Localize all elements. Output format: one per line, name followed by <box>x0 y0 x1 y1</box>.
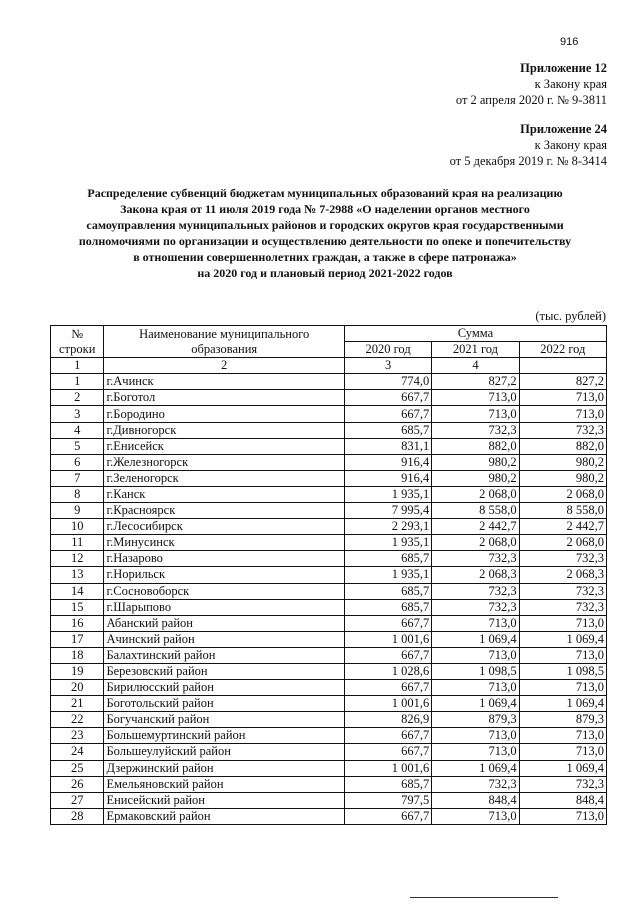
amount-2022: 732,3 <box>519 599 606 615</box>
table-row <box>51 390 607 406</box>
table-row <box>51 712 607 728</box>
amount-2020: 916,4 <box>344 454 431 470</box>
column-index <box>519 358 606 374</box>
table-row <box>51 535 607 551</box>
amount-2021: 882,0 <box>432 438 519 454</box>
appendix-line: к Закону края <box>534 138 607 152</box>
amount-2022: 732,3 <box>519 776 606 792</box>
amount-2020: 685,7 <box>344 422 431 438</box>
amount-2021: 1 098,5 <box>432 663 519 679</box>
table-row <box>51 406 607 422</box>
amount-2020: 685,7 <box>344 599 431 615</box>
amount-2022: 713,0 <box>519 406 606 422</box>
municipality-name: г.Красноярск <box>104 503 344 519</box>
amount-2021: 732,3 <box>432 583 519 599</box>
appendix-title: Приложение 24 <box>520 122 607 136</box>
municipality-name: Боготольский район <box>104 696 344 712</box>
row-number: 15 <box>51 599 104 615</box>
amount-2020: 797,5 <box>344 792 431 808</box>
amount-2022: 713,0 <box>519 808 606 824</box>
amount-2021: 732,3 <box>432 599 519 615</box>
appendix-12-block <box>456 60 607 108</box>
amount-2022: 1 098,5 <box>519 663 606 679</box>
table-row <box>51 567 607 583</box>
table-row <box>51 583 607 599</box>
amount-2021: 879,3 <box>432 712 519 728</box>
amount-2022: 713,0 <box>519 744 606 760</box>
municipality-name: Бирилюсский район <box>104 680 344 696</box>
amount-2020: 667,7 <box>344 615 431 631</box>
row-number: 25 <box>51 760 104 776</box>
appendix-line: к Закону края <box>534 77 607 91</box>
table-row <box>51 454 607 470</box>
table-row <box>51 744 607 760</box>
amount-2022: 2 442,7 <box>519 519 606 535</box>
table-row <box>51 631 607 647</box>
amount-2021: 713,0 <box>432 680 519 696</box>
footer-rule <box>410 897 558 898</box>
table-row <box>51 647 607 663</box>
amount-2020: 667,7 <box>344 406 431 422</box>
municipality-name: г.Назарово <box>104 551 344 567</box>
table-row <box>51 438 607 454</box>
header-year-2022: 2022 год <box>519 342 606 358</box>
row-number: 5 <box>51 438 104 454</box>
amount-2021: 1 069,4 <box>432 631 519 647</box>
municipality-name: Богучанский район <box>104 712 344 728</box>
amount-2022: 1 069,4 <box>519 696 606 712</box>
row-number: 10 <box>51 519 104 535</box>
table-row <box>51 696 607 712</box>
header-municipality: Наименование муниципального образования <box>104 326 344 358</box>
amount-2022: 8 558,0 <box>519 503 606 519</box>
amount-2020: 667,7 <box>344 680 431 696</box>
municipality-name: Ачинский район <box>104 631 344 647</box>
municipality-name: Балахтинский район <box>104 647 344 663</box>
amount-2022: 732,3 <box>519 422 606 438</box>
amount-2022: 848,4 <box>519 792 606 808</box>
municipality-name: Большемуртинский район <box>104 728 344 744</box>
row-number: 11 <box>51 535 104 551</box>
amount-2020: 1 935,1 <box>344 567 431 583</box>
table-header-row <box>51 326 607 342</box>
amount-2021: 2 442,7 <box>432 519 519 535</box>
row-number: 24 <box>51 744 104 760</box>
amount-2022: 2 068,0 <box>519 486 606 502</box>
amount-2022: 2 068,3 <box>519 567 606 583</box>
row-number: 13 <box>51 567 104 583</box>
row-number: 18 <box>51 647 104 663</box>
units-label: (тыс. рублей) <box>535 309 606 323</box>
amount-2022: 713,0 <box>519 680 606 696</box>
amount-2021: 713,0 <box>432 647 519 663</box>
row-number: 7 <box>51 470 104 486</box>
amount-2022: 732,3 <box>519 551 606 567</box>
amount-2020: 1 935,1 <box>344 486 431 502</box>
table-row <box>51 760 607 776</box>
amount-2020: 774,0 <box>344 374 431 390</box>
amount-2022: 732,3 <box>519 583 606 599</box>
header-row-number: № строки <box>51 326 104 358</box>
amount-2021: 1 069,4 <box>432 760 519 776</box>
municipality-name: г.Канск <box>104 486 344 502</box>
municipality-name: г.Дивногорск <box>104 422 344 438</box>
amount-2021: 827,2 <box>432 374 519 390</box>
municipality-name: г.Сосновоборск <box>104 583 344 599</box>
amount-2020: 685,7 <box>344 776 431 792</box>
amount-2021: 713,0 <box>432 390 519 406</box>
amount-2021: 1 069,4 <box>432 696 519 712</box>
row-number: 3 <box>51 406 104 422</box>
amount-2020: 667,7 <box>344 808 431 824</box>
table-row <box>51 680 607 696</box>
table-row <box>51 374 607 390</box>
amount-2022: 713,0 <box>519 647 606 663</box>
municipality-name: г.Норильск <box>104 567 344 583</box>
title-line: Распределение субвенций бюджетам муниципальных образований края на реализацию <box>87 186 563 200</box>
amount-2020: 685,7 <box>344 551 431 567</box>
municipality-name: г.Ачинск <box>104 374 344 390</box>
amount-2020: 1 028,6 <box>344 663 431 679</box>
municipality-name: г.Минусинск <box>104 535 344 551</box>
table-row <box>51 663 607 679</box>
column-index: 1 <box>51 358 104 374</box>
amount-2021: 713,0 <box>432 808 519 824</box>
page-number: 916 <box>560 36 579 48</box>
table-row <box>51 728 607 744</box>
table-row <box>51 599 607 615</box>
amount-2021: 713,0 <box>432 406 519 422</box>
amount-2020: 2 293,1 <box>344 519 431 535</box>
amount-2022: 879,3 <box>519 712 606 728</box>
title-line: Закона края от 11 июля 2019 года № 7-2988 «О наделении органов местного <box>120 202 530 216</box>
amount-2020: 831,1 <box>344 438 431 454</box>
municipality-name: Енисейский район <box>104 792 344 808</box>
table-row <box>51 422 607 438</box>
row-number: 21 <box>51 696 104 712</box>
row-number: 4 <box>51 422 104 438</box>
amount-2022: 1 069,4 <box>519 760 606 776</box>
amount-2022: 827,2 <box>519 374 606 390</box>
header-year-2021: 2021 год <box>432 342 519 358</box>
municipality-name: Емельяновский район <box>104 776 344 792</box>
amount-2021: 8 558,0 <box>432 503 519 519</box>
table-row <box>51 776 607 792</box>
column-index: 2 <box>104 358 344 374</box>
row-number: 19 <box>51 663 104 679</box>
amount-2021: 2 068,0 <box>432 535 519 551</box>
municipality-name: г.Енисейск <box>104 438 344 454</box>
amount-2021: 713,0 <box>432 615 519 631</box>
document-title <box>40 185 610 281</box>
municipality-name: Абанский район <box>104 615 344 631</box>
municipality-name: г.Бородино <box>104 406 344 422</box>
amount-2021: 713,0 <box>432 744 519 760</box>
table-row <box>51 486 607 502</box>
title-line: на 2020 год и плановый период 2021-2022 годов <box>197 266 453 280</box>
municipality-name: Ермаковский район <box>104 808 344 824</box>
row-number: 28 <box>51 808 104 824</box>
amount-2020: 1 001,6 <box>344 760 431 776</box>
row-number: 16 <box>51 615 104 631</box>
amount-2020: 667,7 <box>344 744 431 760</box>
amount-2021: 732,3 <box>432 551 519 567</box>
amount-2020: 7 995,4 <box>344 503 431 519</box>
table-row <box>51 551 607 567</box>
appendix-title: Приложение 12 <box>520 61 607 75</box>
table-column-index-row <box>51 358 607 374</box>
municipality-name: г.Шарыпово <box>104 599 344 615</box>
table-row <box>51 808 607 824</box>
amount-2021: 713,0 <box>432 728 519 744</box>
table-row <box>51 792 607 808</box>
amount-2020: 667,7 <box>344 728 431 744</box>
amount-2021: 980,2 <box>432 470 519 486</box>
amount-2020: 667,7 <box>344 390 431 406</box>
title-line: в отношении совершеннолетних граждан, а также в сфере патронажа» <box>133 250 517 264</box>
amount-2022: 713,0 <box>519 728 606 744</box>
row-number: 1 <box>51 374 104 390</box>
amount-2021: 980,2 <box>432 454 519 470</box>
amount-2020: 826,9 <box>344 712 431 728</box>
table-row <box>51 503 607 519</box>
column-index: 4 <box>432 358 519 374</box>
amount-2020: 685,7 <box>344 583 431 599</box>
amount-2020: 1 001,6 <box>344 696 431 712</box>
row-number: 14 <box>51 583 104 599</box>
row-number: 22 <box>51 712 104 728</box>
municipality-name: Дзержинский район <box>104 760 344 776</box>
table-row <box>51 615 607 631</box>
table-row <box>51 519 607 535</box>
row-number: 9 <box>51 503 104 519</box>
row-number: 6 <box>51 454 104 470</box>
row-number: 20 <box>51 680 104 696</box>
municipality-name: Большеулуйский район <box>104 744 344 760</box>
amount-2020: 667,7 <box>344 647 431 663</box>
appendix-line: от 2 апреля 2020 г. № 9-3811 <box>455 93 607 107</box>
amount-2022: 980,2 <box>519 454 606 470</box>
row-number: 2 <box>51 390 104 406</box>
municipality-name: Березовский район <box>104 663 344 679</box>
amount-2021: 2 068,3 <box>432 567 519 583</box>
amount-2022: 882,0 <box>519 438 606 454</box>
amount-2022: 2 068,0 <box>519 535 606 551</box>
amount-2022: 1 069,4 <box>519 631 606 647</box>
amount-2021: 2 068,0 <box>432 486 519 502</box>
amount-2020: 1 001,6 <box>344 631 431 647</box>
amount-2021: 732,3 <box>432 776 519 792</box>
amount-2022: 713,0 <box>519 390 606 406</box>
amount-2021: 732,3 <box>432 422 519 438</box>
table-row <box>51 470 607 486</box>
appendix-24-block <box>450 121 607 169</box>
header-year-2020: 2020 год <box>344 342 431 358</box>
amount-2022: 980,2 <box>519 470 606 486</box>
row-number: 8 <box>51 486 104 502</box>
appendix-line: от 5 декабря 2019 г. № 8-3414 <box>449 154 607 168</box>
municipality-name: г.Зеленогорск <box>104 470 344 486</box>
row-number: 12 <box>51 551 104 567</box>
municipality-name: г.Железногорск <box>104 454 344 470</box>
subvention-table <box>50 325 607 825</box>
row-number: 26 <box>51 776 104 792</box>
row-number: 17 <box>51 631 104 647</box>
municipality-name: г.Боготол <box>104 390 344 406</box>
amount-2021: 848,4 <box>432 792 519 808</box>
row-number: 27 <box>51 792 104 808</box>
title-line: самоуправления муниципальных районов и городских округов края государственными <box>86 218 564 232</box>
row-number: 23 <box>51 728 104 744</box>
title-line: полномочиями по организации и осуществлению деятельности по опеке и попечительству <box>78 234 572 248</box>
amount-2020: 1 935,1 <box>344 535 431 551</box>
municipality-name: г.Лесосибирск <box>104 519 344 535</box>
header-sum: Сумма <box>344 326 606 342</box>
column-index: 3 <box>344 358 431 374</box>
amount-2020: 916,4 <box>344 470 431 486</box>
amount-2022: 713,0 <box>519 615 606 631</box>
